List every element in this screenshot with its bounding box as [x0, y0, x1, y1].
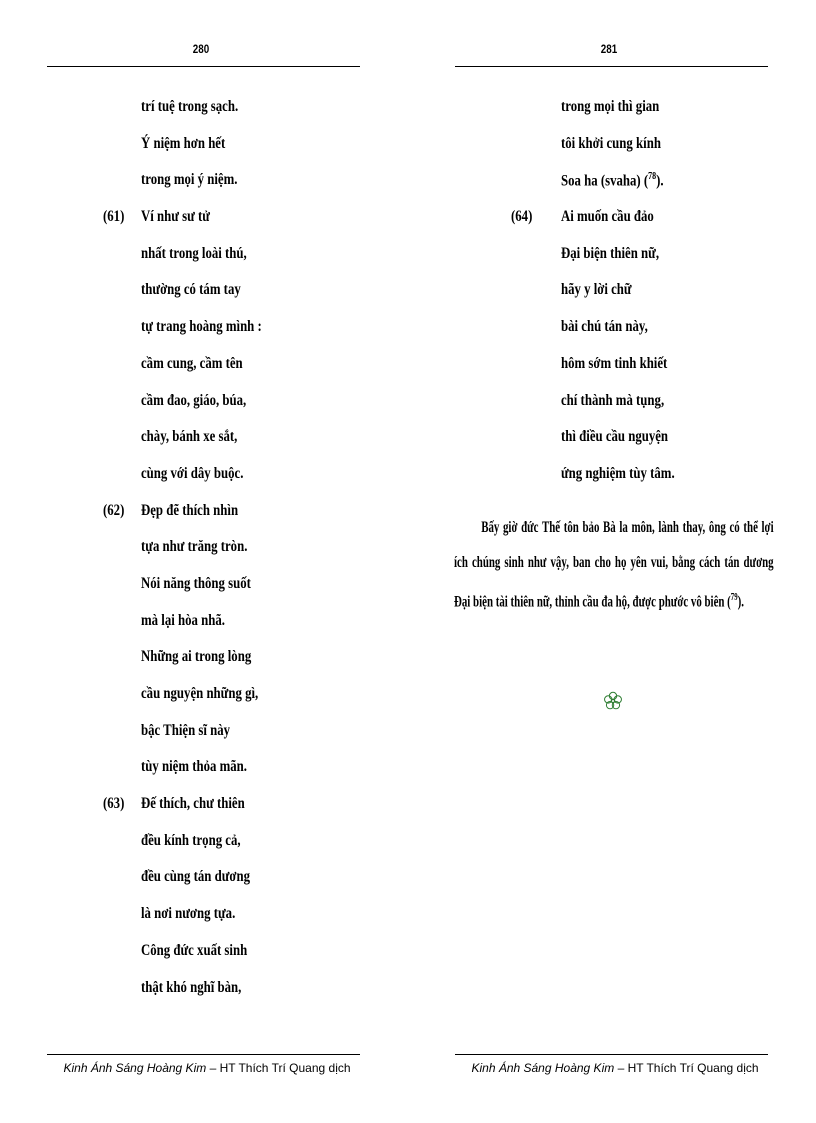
verse-text	[141, 868, 250, 886]
verse-text-body: tựa như trăng tròn.	[141, 538, 248, 556]
verse-text	[141, 685, 258, 703]
verse-text	[141, 832, 241, 850]
verse-text-body: tùy niệm thỏa mãn.	[141, 758, 247, 776]
verse-line	[42, 245, 372, 282]
verse-line	[42, 722, 372, 759]
closing-paragraph	[454, 510, 774, 619]
footer	[450, 1061, 780, 1075]
verse-line	[450, 428, 780, 465]
footer-credit: – HT Thích Trí Quang dịch	[206, 1061, 351, 1075]
verse-line	[450, 465, 780, 502]
verse-text	[561, 281, 632, 299]
verse-text-body: nhất trong loài thú,	[141, 244, 247, 262]
verse-line	[450, 281, 780, 318]
verse-text	[561, 245, 659, 263]
verse-line	[42, 502, 372, 539]
verse-text-body: tôi khởi cung kính	[561, 134, 661, 152]
verse-text	[141, 318, 262, 336]
page-number: 281	[600, 42, 618, 56]
verse-text-body: tự trang hoàng mình :	[141, 318, 262, 336]
verse-text-body: bậc Thiện sĩ này	[141, 721, 231, 739]
verse-number: (64)	[511, 208, 533, 226]
verse-line	[42, 428, 372, 465]
verse-text	[141, 245, 247, 263]
verse-line	[42, 648, 372, 685]
verse-text	[561, 135, 661, 153]
verse-text-body: Đại biện thiên nữ,	[561, 244, 660, 262]
verse-line	[42, 575, 372, 612]
verse-text	[141, 392, 246, 410]
verse-block	[42, 98, 372, 1015]
verse-line	[42, 318, 372, 355]
left-page	[42, 0, 372, 1123]
verse-line	[42, 135, 372, 172]
verse-line	[42, 355, 372, 392]
verse-text	[561, 208, 654, 226]
verse-text-body: Ví như sư tử	[141, 208, 210, 226]
header-rule	[455, 66, 768, 67]
verse-text	[141, 538, 247, 556]
verse-line	[42, 392, 372, 429]
verse-text-body: chày, bánh xe sắt,	[141, 428, 238, 446]
verse-line	[450, 208, 780, 245]
verse-line	[42, 538, 372, 575]
verse-line	[42, 685, 372, 722]
verse-text-body: Ai muốn cầu đảo	[561, 208, 654, 226]
right-page	[450, 0, 780, 1123]
verse-text-body: thường có tám tay	[141, 281, 241, 299]
verse-text-body: trí tuệ trong sạch.	[141, 98, 239, 115]
verse-text	[141, 465, 243, 483]
footer-rule	[455, 1054, 768, 1055]
footnote-ref: 78	[648, 171, 657, 183]
verse-text	[561, 355, 667, 373]
verse-text-body: ứng nghiệm tùy tâm.	[561, 464, 675, 482]
verse-number: (61)	[103, 208, 125, 226]
verse-line	[42, 612, 372, 649]
verse-text-body: Công đức xuất sinh	[141, 941, 248, 959]
verse-text	[141, 281, 241, 299]
verse-text-body: thì điều cầu nguyện	[561, 428, 669, 446]
verse-text-body: Ý niệm hơn hết	[141, 134, 226, 152]
verse-line	[42, 942, 372, 979]
verse-text-body: cầm đao, giáo, búa,	[141, 391, 247, 409]
verse-text	[141, 648, 251, 666]
verse-line	[42, 98, 372, 135]
verse-text-body: cầm cung, cầm tên	[141, 354, 243, 372]
verse-text	[141, 502, 238, 520]
verse-text	[141, 98, 238, 116]
verse-text	[141, 795, 245, 813]
verse-text	[561, 465, 675, 483]
verse-text-body: hôm sớm tinh khiết	[561, 354, 668, 372]
verse-text-body: đều cùng tán dương	[141, 868, 251, 886]
verse-line	[42, 281, 372, 318]
header-rule	[47, 66, 360, 67]
verse-text	[561, 98, 659, 116]
verse-text	[141, 905, 235, 923]
verse-text-body: hãy y lời chữ	[561, 281, 632, 299]
verse-line	[450, 392, 780, 429]
paragraph-text: Bấy giờ đức Thế tôn bảo Bà la môn, lành thay, ông có thể lợi ích chúng sinh như vậy, ban cho họ yên vui, bằng cách tán dương Đại biện tài thiên nữ, thỉnh cầu đa hộ, được phước vô biên (	[454, 519, 774, 611]
verse-text-end: ).	[656, 172, 664, 190]
verse-text	[561, 392, 664, 410]
verse-text-body: cùng với dây buộc.	[141, 464, 244, 482]
verse-line	[450, 355, 780, 392]
verse-text-body: trong mọi ý niệm.	[141, 171, 238, 189]
verse-text-body: chí thành mà tụng,	[561, 391, 665, 409]
verse-line	[450, 318, 780, 355]
footer-credit: – HT Thích Trí Quang dịch	[614, 1061, 759, 1075]
verse-line	[42, 758, 372, 795]
paragraph-end: ).	[737, 593, 744, 611]
footer-rule	[47, 1054, 360, 1055]
verse-text	[141, 355, 243, 373]
flower-ornament-icon	[602, 690, 624, 712]
page-number: 280	[192, 42, 210, 56]
verse-text	[561, 318, 648, 336]
verse-text	[141, 208, 210, 226]
verse-text-body: Nói năng thông suốt	[141, 574, 251, 592]
verse-text	[141, 722, 230, 740]
verse-line	[450, 245, 780, 282]
verse-text	[141, 575, 251, 593]
verse-text-body: cầu nguyện những gì,	[141, 685, 259, 702]
footer-title: Kinh Ánh Sáng Hoàng Kim	[63, 1061, 207, 1075]
verse-text-body: đều kính trọng cả,	[141, 831, 241, 849]
verse-text	[141, 979, 241, 997]
verse-line	[450, 171, 780, 208]
verse-line	[42, 795, 372, 832]
verse-line	[42, 832, 372, 869]
verse-line	[450, 98, 780, 135]
verse-block	[450, 98, 780, 502]
verse-line	[450, 135, 780, 172]
verse-text	[141, 612, 225, 630]
verse-text	[141, 758, 247, 776]
verse-text-body: trong mọi thì gian	[561, 98, 660, 115]
verse-text-body: Đẹp đẽ thích nhìn	[141, 501, 239, 519]
verse-text	[141, 171, 237, 189]
verse-line	[42, 868, 372, 905]
verse-text-body: bài chú tán này,	[561, 318, 648, 336]
verse-text	[561, 171, 664, 190]
verse-line	[42, 465, 372, 502]
verse-text-body: Những ai trong lòng	[141, 648, 252, 666]
verse-text-body: là nơi nương tựa.	[141, 905, 236, 923]
verse-line	[42, 979, 372, 1016]
verse-text	[561, 428, 668, 446]
verse-line	[42, 171, 372, 208]
footer	[42, 1061, 372, 1075]
footnote-ref: 79	[730, 592, 738, 603]
footer-title: Kinh Ánh Sáng Hoàng Kim	[471, 1061, 615, 1075]
verse-text	[141, 135, 225, 153]
verse-number: (63)	[103, 795, 125, 813]
verse-text	[141, 428, 237, 446]
verse-line	[42, 905, 372, 942]
verse-text-body: Soa ha (svaha) (	[561, 172, 649, 190]
verse-text-body: mà lại hòa nhã.	[141, 611, 225, 629]
verse-text-body: thật khó nghĩ bàn,	[141, 978, 242, 996]
verse-text	[141, 942, 247, 960]
verse-number: (62)	[103, 501, 125, 519]
verse-line	[42, 208, 372, 245]
verse-text-body: Đế thích, chư thiên	[141, 795, 245, 813]
